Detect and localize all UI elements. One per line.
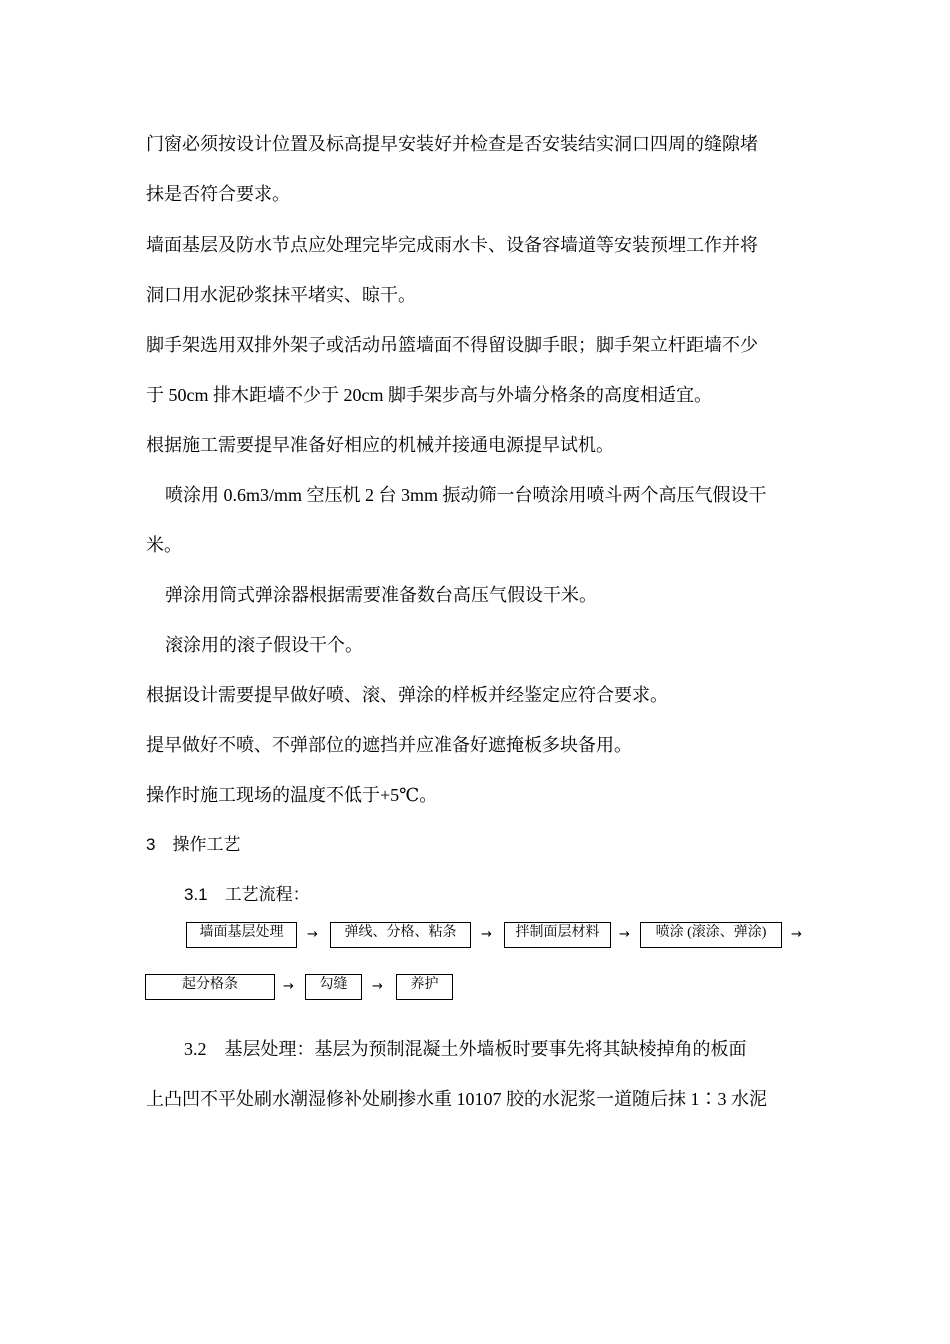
paragraph-line: 滚涂用的滚子假设干个。 — [165, 635, 363, 655]
flow-box: 弹线、分格、粘条 — [330, 922, 471, 948]
paragraph-line: 抹是否符合要求。 — [146, 184, 290, 204]
section-heading: 3 操作工艺 — [146, 835, 241, 854]
flow-box: 勾缝 — [305, 974, 362, 1000]
paragraph-line: 洞口用水泥砂浆抹平堵实、晾干。 — [146, 285, 416, 305]
flow-box: 养护 — [396, 974, 453, 1000]
paragraph-line: 弹涂用筒式弹涂器根据需要准备数台高压气假设干米。 — [165, 585, 597, 605]
paragraph-line: 操作时施工现场的温度不低于+5℃。 — [146, 785, 438, 805]
paragraph-line: 上凸凹不平处刷水潮湿修补处刷掺水重 10107 胶的水泥浆一道随后抹 1∶3 水泥 — [146, 1089, 767, 1109]
paragraph-line: 脚手架选用双排外架子或活动吊篮墙面不得留设脚手眼；脚手架立杆距墙不少 — [146, 335, 758, 355]
arrow-icon: → — [372, 979, 383, 994]
flow-box: 墙面基层处理 — [186, 922, 297, 948]
paragraph-line: 米。 — [146, 535, 182, 555]
flow-box: 喷涂 (滚涂、弹涂) — [640, 922, 782, 948]
paragraph-line: 根据设计需要提早做好喷、滚、弹涂的样板并经鉴定应符合要求。 — [146, 685, 668, 705]
paragraph-line: 墙面基层及防水节点应处理完毕完成雨水卡、设备容墙道等安装预埋工作并将 — [146, 235, 758, 255]
paragraph-line: 根据施工需要提早准备好相应的机械并接通电源提早试机。 — [146, 435, 614, 455]
flow-box: 拌制面层材料 — [504, 922, 611, 948]
paragraph-line: 门窗必须按设计位置及标高提早安装好并检查是否安装结实洞口四周的缝隙堵 — [146, 134, 758, 154]
arrow-icon: → — [619, 927, 630, 942]
arrow-icon: → — [307, 927, 318, 942]
arrow-icon: → — [791, 927, 802, 942]
subsection-heading: 3.1 工艺流程： — [184, 885, 310, 904]
paragraph-line: 于 50cm 排木距墙不少于 20cm 脚手架步高与外墙分格条的高度相适宜。 — [146, 385, 712, 405]
arrow-icon: → — [481, 927, 492, 942]
flow-box: 起分格条 — [145, 974, 275, 1000]
arrow-icon: → — [283, 979, 294, 994]
paragraph-line: 喷涂用 0.6m3/mm 空压机 2 台 3mm 振动筛一台喷涂用喷斗两个高压气假设干 — [165, 485, 767, 505]
paragraph-line: 3.2 基层处理：基层为预制混凝土外墙板时要事先将其缺棱掉角的板面 — [184, 1039, 747, 1059]
paragraph-line: 提早做好不喷、不弹部位的遮挡并应准备好遮掩板多块备用。 — [146, 735, 632, 755]
